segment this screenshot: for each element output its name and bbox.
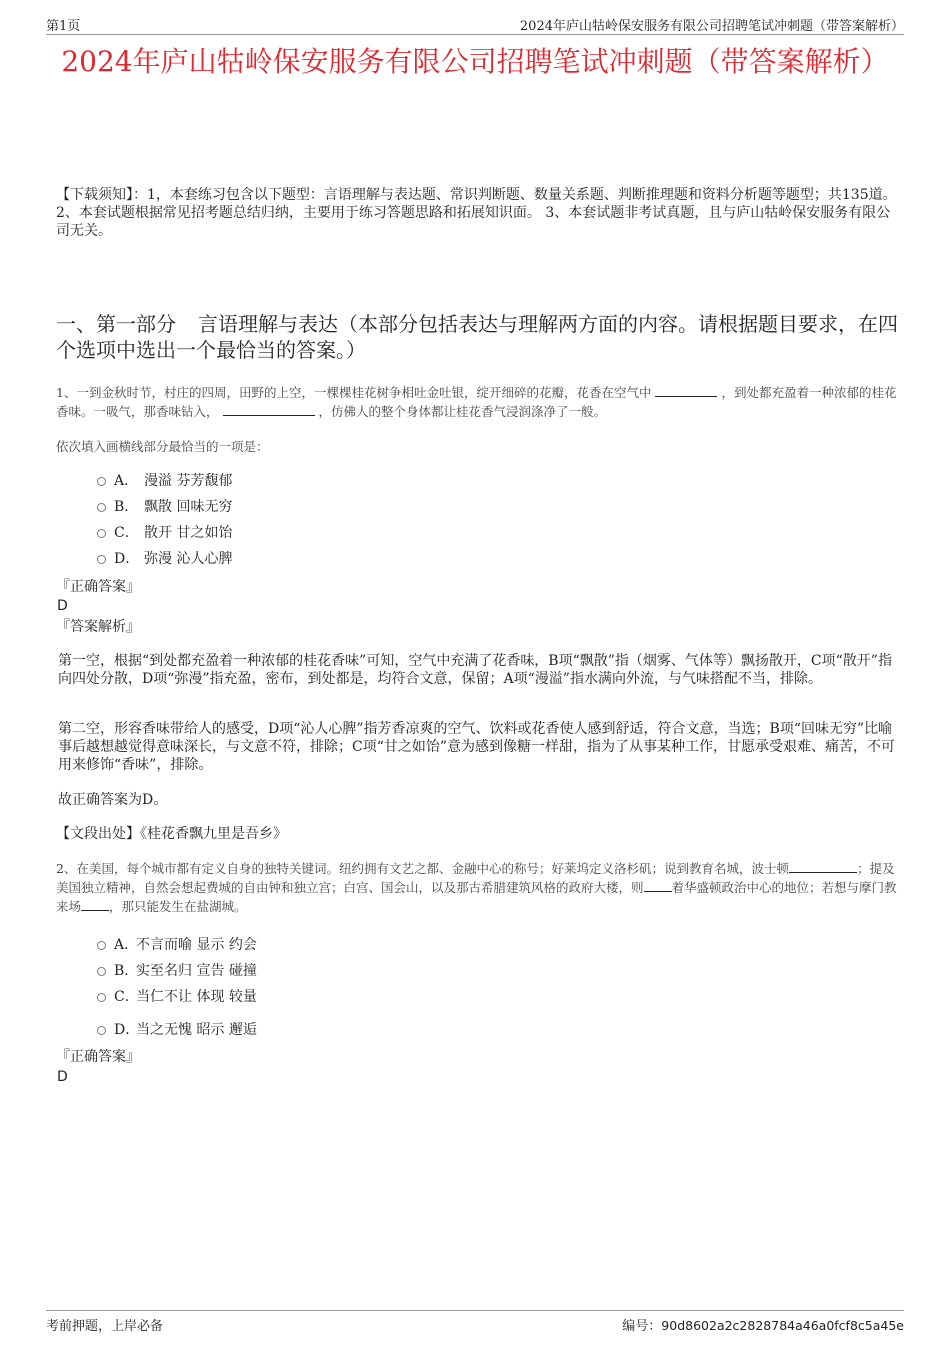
page-header (46, 14, 904, 35)
footer-slogan: 考前押题，上岸必备 (46, 1319, 164, 1334)
page-title: 2024年庐山牯岭保安服务有限公司招聘笔试冲刺题（带答案解析） (61, 45, 889, 78)
footer-code: 编号：90d8602a2c2828784a46a0fcf8c5a45e (622, 1318, 904, 1334)
q2-answer: D (57, 1069, 68, 1085)
page-footer (46, 1310, 904, 1334)
q1-analysis-label: 『答案解析』 (56, 619, 140, 635)
q1-answer: D (57, 598, 68, 614)
blank-4 (644, 879, 672, 892)
radio-icon[interactable] (97, 529, 106, 538)
q1-option-b[interactable]: B． 飘散 回味无穷 (97, 498, 232, 516)
question-2-text: 2、在美国，每个城市都有定义自身的独特关键词。纽约拥有文艺之都、金融中心的称号；好莱坞定义洛杉矶；说到教育名城，波士顿 ；提及美国独立精神，自然会想起费城的自由钟和独立宫；白宫、国会山，以及那古希腊建筑风格的政府大楼，则 着华盛顿政治中心的地位；若想与摩门教来场 ，那只能发生在盐湖城。 (56, 861, 897, 914)
q1-conclusion: 故正确答案为D。 (58, 792, 168, 808)
blank-2 (223, 403, 315, 416)
radio-icon[interactable] (97, 967, 106, 976)
q1-option-c[interactable]: C． 散开 甘之如饴 (97, 524, 232, 542)
radio-icon[interactable] (97, 503, 106, 512)
section-heading (56, 311, 900, 363)
blank-1 (655, 384, 717, 397)
q2-option-c[interactable]: C．当仁不让 体现 较量 (97, 988, 257, 1006)
section-text: 言语理解与表达（本部分包括表达与理解两方面的内容。请根据题目要求，在四个选项中选出一个最恰当的答案。） (56, 312, 898, 362)
section-number: 一、第一部分 (56, 312, 176, 336)
question-1-text: 1、一到金秋时节，村庄的四周，田野的上空，一棵棵桂花树争相吐金吐银，绽开细碎的花瓣，花香在空气中 ，到处都充盈着一种浓郁的桂花香味。一吸气，那香味钻入， ，仿佛人的整个身体都让桂花香气浸润涤净了一般。 (56, 385, 897, 419)
header-doc-title: 2024年庐山牯岭保安服务有限公司招聘笔试冲刺题（带答案解析） (519, 19, 904, 34)
q1-source: 【文段出处】《桂花香飘九里是吾乡》 (56, 826, 287, 842)
q1-analysis-1: 第一空，根据“到处都充盈着一种浓郁的桂花香味”可知，空气中充满了花香味，B项“飘散”指（烟雾、气体等）飘扬散开，C项“散开”指向四处分散，D项“弥漫”指充盈，密布，到处都是，均符合文意，保留；A项“漫溢”指水满向外流，与气味搭配不当，排除。 (58, 653, 892, 687)
page-number: 第1页 (46, 19, 81, 34)
q1-option-d[interactable]: D． 弥漫 沁人心脾 (97, 550, 232, 568)
q1-option-a[interactable]: A． 漫溢 芬芳馥郁 (97, 472, 232, 490)
q1-answer-label: 『正确答案』 (56, 579, 140, 595)
radio-icon[interactable] (97, 477, 106, 486)
question-1-prompt: 依次填入画横线部分最恰当的一项是： (56, 439, 269, 454)
q2-option-b[interactable]: B．实至名归 宣告 碰撞 (97, 962, 257, 980)
radio-icon[interactable] (97, 993, 106, 1002)
q1-analysis-2: 第二空，形容香味带给人的感受，D项“沁人心脾”指芳香凉爽的空气、饮料或花香使人感到舒适，符合文意，当选；B项“回味无穷”比喻事后越想越觉得意味深长，与文意不符，排除；C项“甘之如饴”意为感到像糖一样甜，指为了从事某种工作，甘愿承受艰难、痛苦，不可用来修饰“香味”，排除。 (58, 721, 896, 773)
radio-icon[interactable] (97, 555, 106, 564)
download-notice: 【下载须知】：1，本套练习包含以下题型：言语理解与表达题、常识判断题、数量关系题、判断推理题和资料分析题等题型；共135道。 2、本套试题根据常见招考题总结归纳，主要用于练习答题思路和拓展知识面。 3、本套试题非考试真题，且与庐山牯岭保安服务有限公司无关。 (56, 187, 897, 239)
blank-5 (81, 898, 109, 911)
q2-option-d[interactable]: D．当之无愧 昭示 邂逅 (97, 1021, 257, 1039)
radio-icon[interactable] (97, 941, 106, 950)
radio-icon[interactable] (97, 1026, 106, 1035)
blank-3 (789, 860, 857, 873)
q2-option-a[interactable]: A．不言而喻 显示 约会 (97, 936, 257, 954)
q2-answer-label: 『正确答案』 (56, 1049, 140, 1065)
